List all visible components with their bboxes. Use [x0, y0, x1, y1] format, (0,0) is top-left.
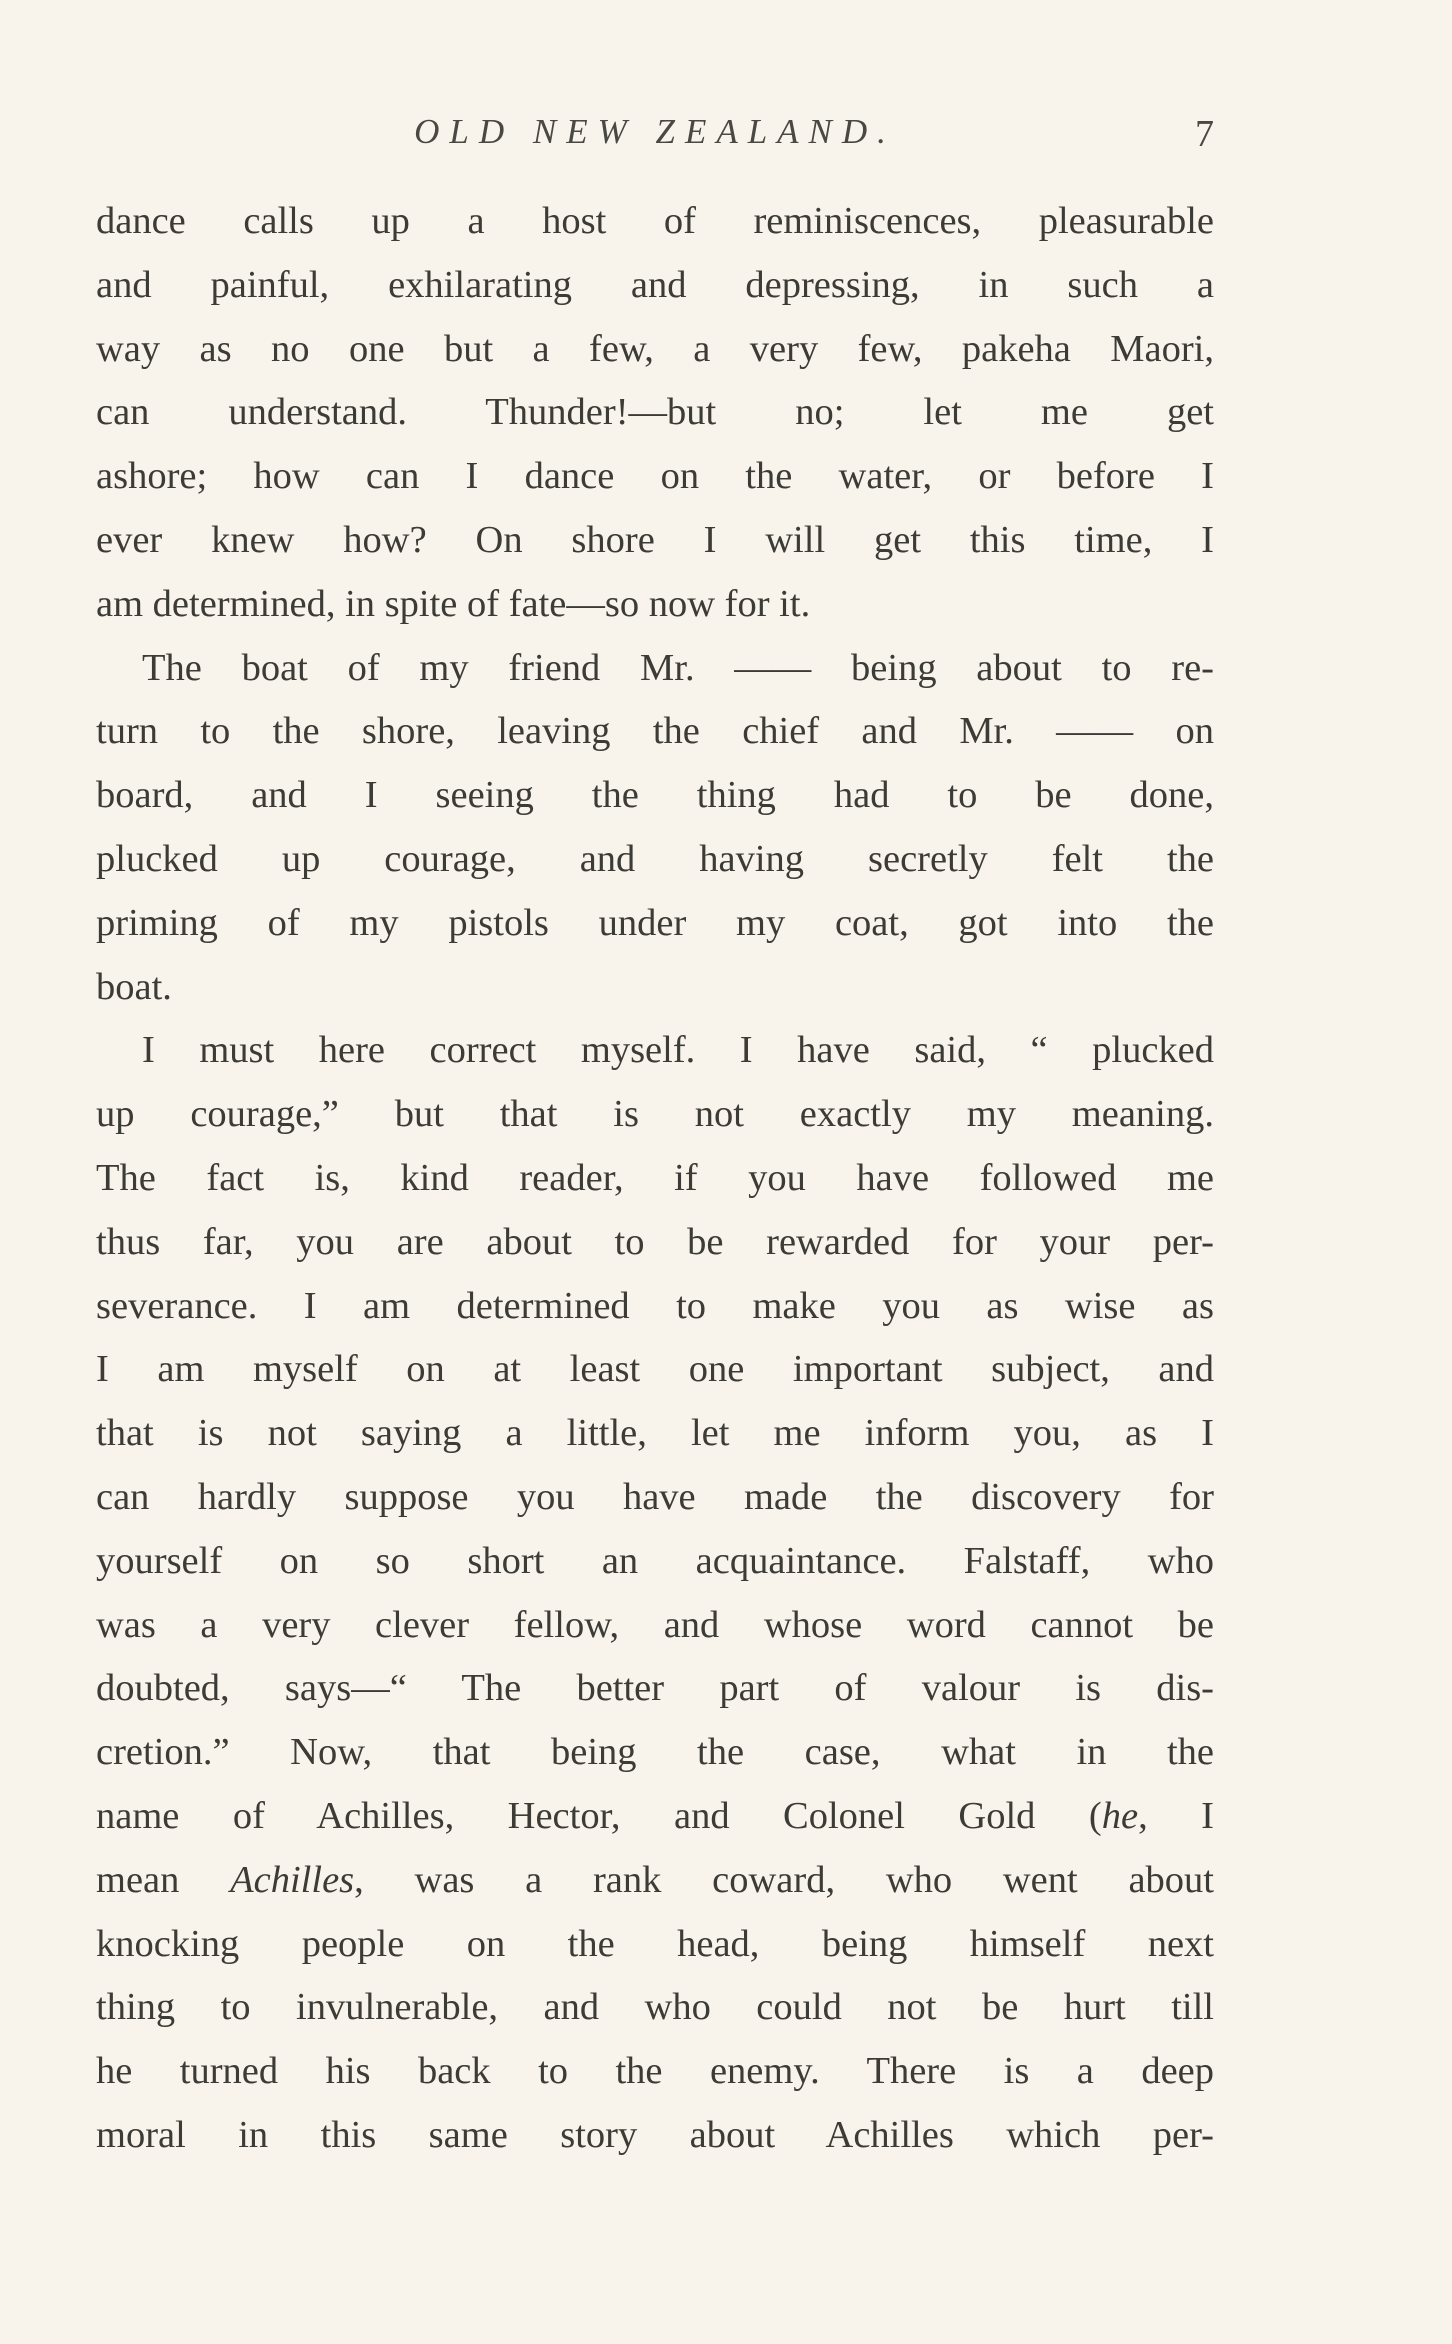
text-line: thing to invulnerable, and who could not be hurt till	[96, 1986, 1214, 2029]
text-line: dance calls up a host of reminiscences, pleasurable	[96, 200, 1214, 242]
text-line: that is not saying a little, let me inform you, as I	[96, 1412, 1214, 1455]
text-line: ever knew how? On shore I will get this time, I	[96, 518, 1214, 561]
text-line: can understand. Thunder!—but no; let me get	[96, 391, 1214, 434]
text-line: am determined, in spite of fate—so now for it.	[96, 582, 811, 625]
text-line: can hardly suppose you have made the discovery for	[96, 1475, 1214, 1518]
text-line: turn to the shore, leaving the chief and Mr. —— on	[96, 710, 1214, 753]
text-line: cretion.” Now, that being the case, what in the	[96, 1731, 1214, 1774]
text-line: knocking people on the head, being himself next	[96, 1922, 1214, 1965]
text-line: name of Achilles, Hector, and Colonel Gold (he, I	[96, 1794, 1214, 1837]
text-line: ashore; how can I dance on the water, or before I	[96, 455, 1214, 498]
text-line: I am myself on at least one important subject, and	[96, 1348, 1214, 1391]
text-line: doubted, says—“ The better part of valour is dis-	[96, 1667, 1214, 1710]
text-line: way as no one but a few, a very few, pakeha Maori,	[96, 327, 1214, 370]
text-line: mean Achilles, was a rank coward, who went about	[96, 1858, 1214, 1901]
text-line: moral in this same story about Achilles which per-	[96, 2113, 1214, 2156]
running-title: OLD NEW ZEALAND.	[414, 112, 896, 151]
text-line: yourself on so short an acquaintance. Falstaff, who	[96, 1539, 1214, 1582]
text-line: and painful, exhilarating and depressing, in such a	[96, 263, 1214, 306]
text-line: priming of my pistols under my coat, got into the	[96, 901, 1214, 944]
text-line: I must here correct myself. I have said, “ plucked	[142, 1029, 1214, 1072]
page-number: 7	[1195, 113, 1214, 155]
text-line: up courage,” but that is not exactly my meaning.	[96, 1093, 1214, 1136]
text-line: The fact is, kind reader, if you have followed me	[96, 1156, 1214, 1199]
text-line: boat.	[96, 965, 172, 1008]
text-line: board, and I seeing the thing had to be done,	[96, 774, 1214, 817]
text-line: was a very clever fellow, and whose word cannot be	[96, 1603, 1214, 1646]
page-header	[96, 112, 1214, 172]
text-line: The boat of my friend Mr. —— being about to re-	[142, 646, 1214, 689]
text-line: he turned his back to the enemy. There is a deep	[96, 2050, 1214, 2093]
text-line: plucked up courage, and having secretly felt the	[96, 837, 1214, 880]
body-text	[96, 190, 1214, 2168]
text-line: severance. I am determined to make you as wise as	[96, 1284, 1214, 1327]
text-line: thus far, you are about to be rewarded for your per-	[96, 1220, 1214, 1263]
